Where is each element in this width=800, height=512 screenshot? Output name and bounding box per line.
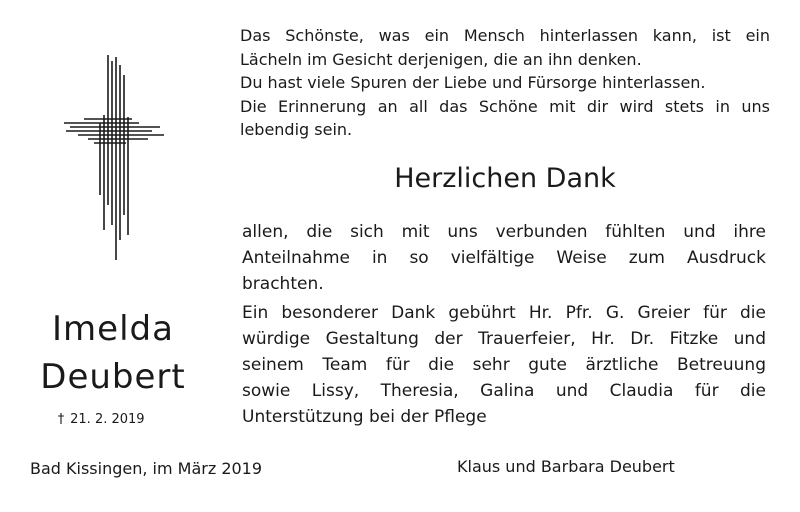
thanks-special-line: sowie Lissy, Theresia, Galina und Claudia für die <box>242 381 766 401</box>
place-and-date: Bad Kissingen, im März 2019 <box>30 459 263 478</box>
thanks-heading: Herzlichen Dank <box>394 163 616 194</box>
signatories: Klaus und Barbara Deubert <box>457 457 675 476</box>
deceased-first-name: Imelda <box>52 309 174 349</box>
intro-line: lebendig sein. <box>240 120 353 139</box>
thanks-special-line: Unterstützung bei der Pflege <box>242 407 487 427</box>
intro-line: Das Schönste, was ein Mensch hinterlassen kann, ist ein <box>240 26 770 45</box>
thanks-special-paragraph <box>242 300 766 430</box>
intro-line: Lächeln im Gesicht derjenigen, die an ihn denken. <box>240 49 642 69</box>
thanks-special-line: würdige Gestaltung der Trauerfeier, Hr. Dr. Fitzke und <box>242 329 766 349</box>
death-cross-symbol: † <box>57 412 65 427</box>
intro-line: Du hast viele Spuren der Liebe und Fürsorge hinterlassen. <box>240 73 706 92</box>
thanks-special-line: seinem Team für die sehr gute ärztliche Betreuung <box>242 355 766 375</box>
thanks-general-line: allen, die sich mit uns verbunden fühlten und ihre <box>242 222 766 242</box>
thanks-general-line: brachten. <box>242 274 324 294</box>
death-date-line <box>56 410 145 430</box>
thanks-general-paragraph <box>242 219 766 297</box>
intro-paragraph <box>240 24 770 142</box>
death-date: 21. 2. 2019 <box>70 412 145 427</box>
thanks-special-line: Ein besonderer Dank gebührt Hr. Pfr. G. Greier für die <box>242 303 766 323</box>
cross-icon <box>64 55 164 260</box>
thanks-general-line: Anteilnahme in so vielfältige Weise zum Ausdruck <box>242 248 766 268</box>
intro-line: Die Erinnerung an all das Schöne mit dir wird stets in uns <box>240 96 770 116</box>
deceased-last-name: Deubert <box>40 357 186 397</box>
